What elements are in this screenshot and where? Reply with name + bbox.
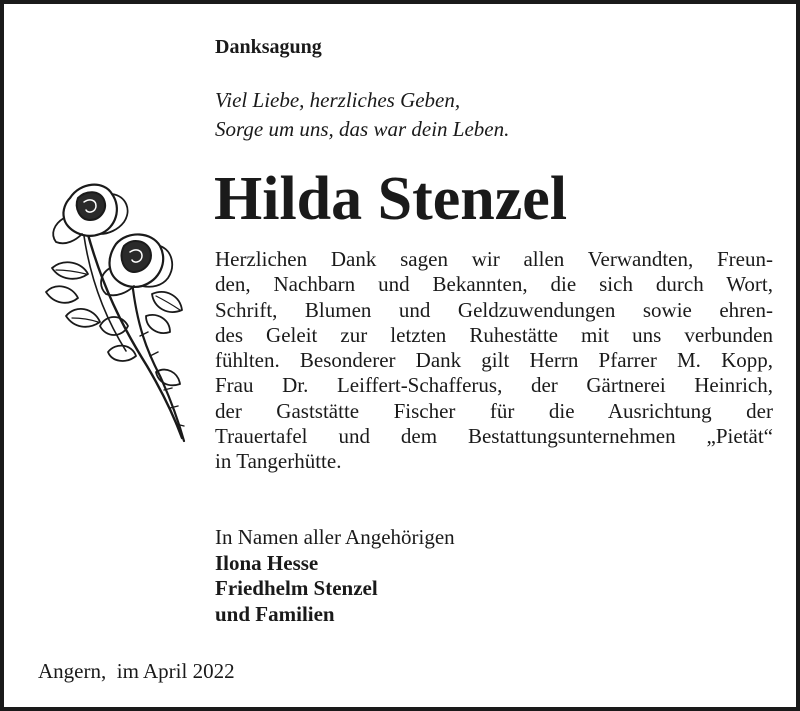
heading: Danksagung (215, 36, 322, 58)
text-line: Schrift, Blumen und Geldzuwendungen sowie ehren- (215, 297, 773, 322)
text-line: der Gaststätte Fischer für die Ausrichtung der (215, 398, 773, 423)
deceased-name: Hilda Stenzel (214, 165, 568, 233)
place: Angern, (38, 659, 107, 683)
text-line: den, Nachbarn und Bekannten, die sich durch Wort, (215, 272, 773, 297)
text-line: Herzlichen Dank sagen wir allen Verwandten, Freun- (215, 247, 773, 271)
verse-line: Sorge um uns, das war dein Leben. (215, 117, 510, 141)
signature-name: und Familien (215, 601, 335, 626)
roses-icon (42, 176, 194, 448)
text-line: Frau Dr. Leiffert-Schafferus, der Gärtnerei Heinrich, (215, 373, 773, 398)
text-line: in Tangerhütte. (215, 449, 342, 474)
place-date (38, 659, 235, 684)
text-line: fühlten. Besonderer Dank gilt Herrn Pfarrer M. Kopp, (215, 348, 773, 373)
signature-name: Ilona Hesse (215, 550, 319, 575)
thank-you-text (215, 247, 773, 475)
signature-intro: In Namen aller Angehörigen (215, 525, 455, 549)
signature-block (215, 525, 455, 627)
text-line: Trauertafel und dem Bestattungsunternehmen „Pietät“ (215, 424, 773, 449)
signature-name: Friedhelm Stenzel (215, 576, 378, 600)
verse-line: Viel Liebe, herzliches Geben, (215, 88, 461, 112)
text-line: des Geleit zur letzten Ruhestätte mit uns verbunden (215, 322, 773, 347)
date: im April 2022 (116, 659, 235, 683)
verse (215, 86, 509, 144)
